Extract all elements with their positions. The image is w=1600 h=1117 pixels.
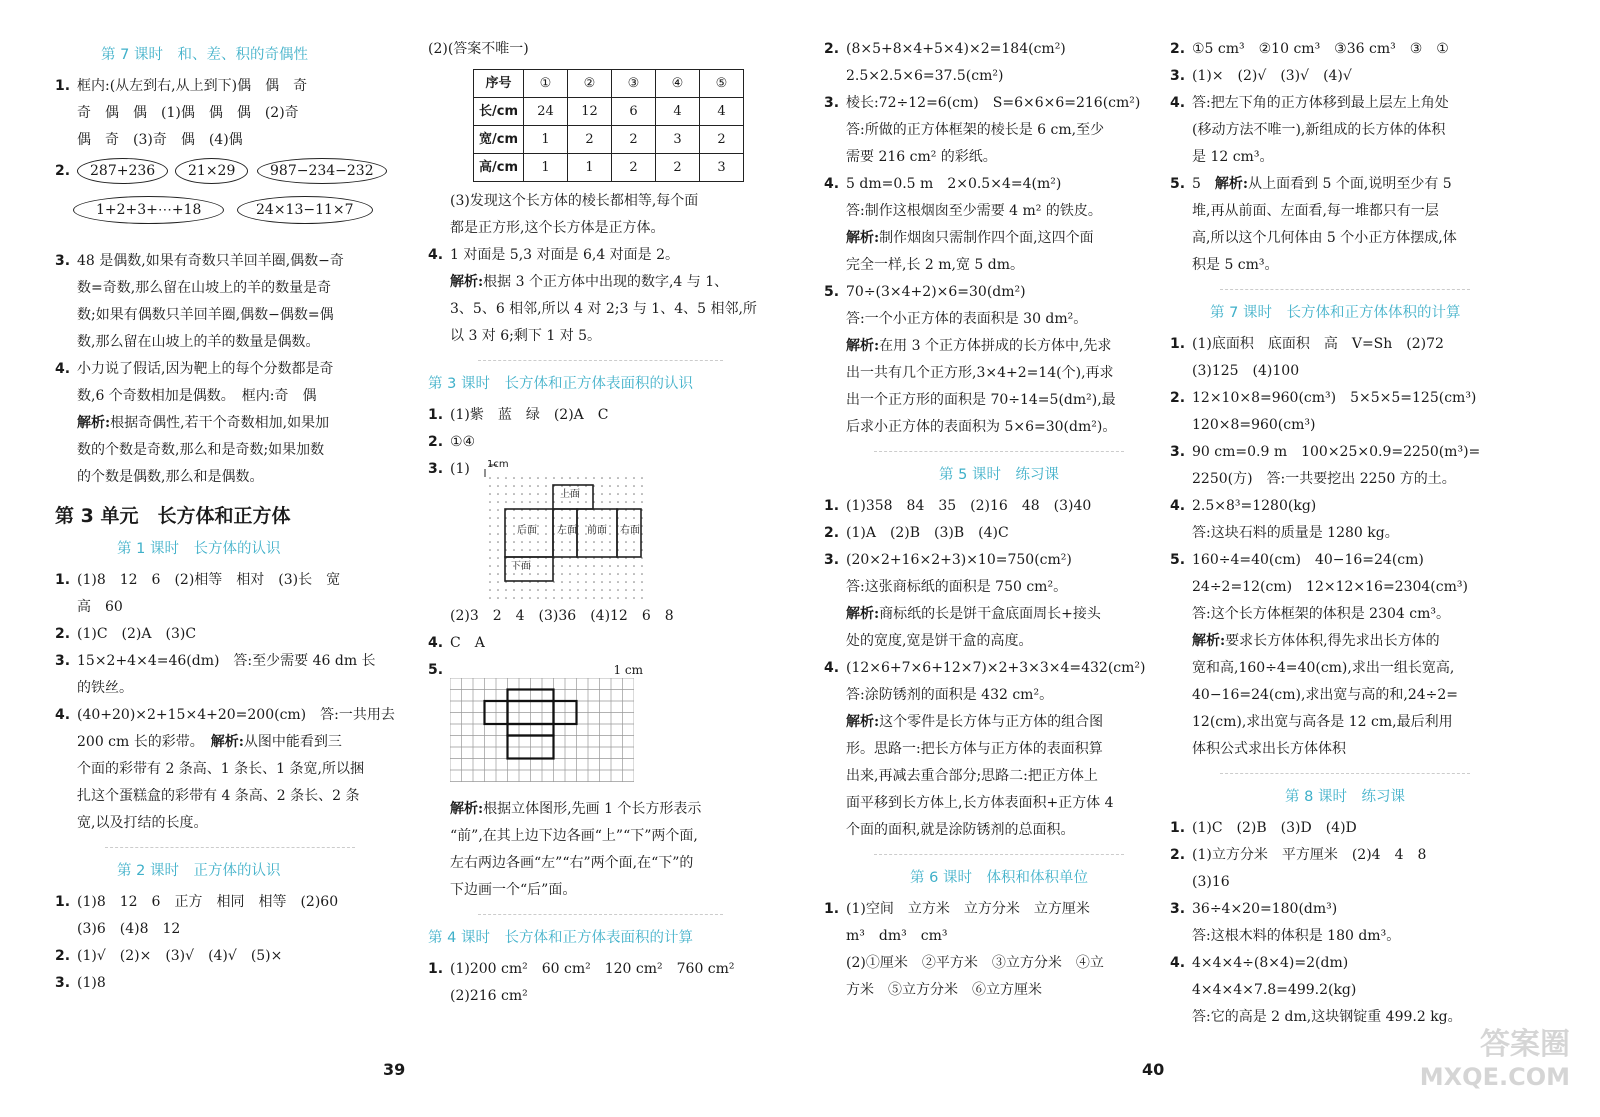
table-header-row (474, 70, 744, 98)
analysis-text: 高,所以这个几何体由 5 个小正方体摆成,体 (1192, 230, 1457, 246)
page-number: 39 (383, 1060, 406, 1079)
answer-line: 5 dm=0.5 m 2×0.5×4=4(m²) (846, 176, 1062, 192)
lesson-title: 第 1 课时 长方体的认识 (117, 541, 281, 557)
question-number: 3. (824, 95, 840, 111)
answer-line: (8×5+8×4+5×4)×2=184(cm²) (846, 41, 1066, 57)
table-cell: 1 (524, 154, 568, 182)
answer-line: 答:这个长方体框架的体积是 2304 cm³。 (1192, 606, 1450, 622)
question-number: 2. (1170, 847, 1186, 863)
analysis-text: 从图中能看到三 (243, 734, 342, 750)
table-cell: 24 (524, 98, 568, 126)
analysis-label: 解析: (1192, 633, 1226, 649)
question-number: 4. (1170, 95, 1186, 111)
answer-line: (12×6+7×6+12×7)×2+3×3×4=432(cm²) (846, 660, 1146, 676)
answer-line: 12×10×8=960(cm³) 5×5×5=125(cm³) (1192, 390, 1477, 406)
divider (478, 914, 723, 915)
question-number: 3. (55, 253, 71, 269)
table-cell: 长/cm (474, 98, 524, 126)
question-number: 1. (824, 901, 840, 917)
net-face-label: 上面 (560, 489, 580, 500)
question-number: 2. (824, 41, 840, 57)
answer-line: (3)发现这个长方体的棱长都相等,每个面 (450, 193, 699, 209)
divider (874, 451, 1124, 452)
analysis-text: 40−16=24(cm),求出宽与高的和,24÷2= (1192, 687, 1459, 703)
question-number: 4. (55, 361, 71, 377)
lesson-title: 第 5 课时 练习课 (939, 467, 1059, 483)
question-number: 1. (1170, 336, 1186, 352)
question-number: 2. (1170, 390, 1186, 406)
lesson-title: 第 7 课时 长方体和正方体体积的计算 (1210, 305, 1461, 321)
divider (478, 360, 723, 361)
table-row (474, 126, 744, 154)
table-header-cell: ① (524, 70, 568, 98)
column-2 (428, 36, 773, 1010)
question-number: 5. (824, 284, 840, 300)
cuboid-net-figure (473, 461, 653, 601)
oval-expression: 1+2+3+⋯+18 (73, 196, 224, 224)
table-cell: 6 (612, 98, 656, 126)
analysis-line (824, 601, 1174, 628)
question-number: 3. (55, 653, 71, 669)
analysis-text: 宽,以及打结的长度。 (77, 815, 208, 831)
watermark-url: MXQE.COM (1419, 1063, 1570, 1091)
analysis-text: 完全一样,长 2 m,宽 5 dm。 (846, 257, 1025, 273)
divider (874, 854, 1124, 855)
analysis-text: 制作烟囱只需制作四个面,这四个面 (879, 230, 1094, 246)
analysis-text: 的个数是偶数,那么和是偶数。 (77, 469, 264, 485)
question-number: 5. (428, 662, 444, 678)
dimensions-table (473, 69, 744, 182)
analysis-text: 形。思路一:把长方体与正方体的表面积算 (846, 741, 1103, 757)
answer-line: 框内:(从左到右,从上到下)偶 偶 奇 (77, 78, 308, 94)
oval-expression: 21×29 (175, 158, 248, 184)
answer-line: 4×4×4×7.8=499.2(kg) (1192, 982, 1357, 998)
answer-line: (1)空间 立方米 立方分米 立方厘米 (846, 901, 1090, 917)
analysis-text: 商标纸的长是饼干盒底面周长+接头 (879, 606, 1101, 622)
lesson-title: 第 6 课时 体积和体积单位 (910, 870, 1088, 886)
analysis-label: 解析: (1214, 176, 1249, 192)
analysis-text: 根据奇偶性,若干个奇数相加,如果加 (110, 415, 330, 431)
analysis-text: 个面的面积,就是涂防锈剂的总面积。 (846, 822, 1075, 838)
answer-line: 1 对面是 5,3 对面是 6,4 对面是 2。 (450, 247, 680, 263)
answer-line: (1)C (2)B (3)D (4)D (1192, 820, 1357, 836)
answer-line: (1)8 12 6 (2)相等 相对 (3)长 宽 (77, 572, 341, 588)
analysis-label: 解析: (450, 801, 484, 817)
answer-line (1192, 171, 1520, 198)
answer-line: (1)√ (2)× (3)√ (4)√ (5)× (77, 948, 283, 964)
analysis-text: 下边画一个“后”面。 (450, 882, 577, 898)
question-number: 3. (1170, 901, 1186, 917)
analysis-text: 后求小正方体的表面积为 5×6=30(dm²)。 (846, 419, 1117, 435)
answer-line: (1)紫 蓝 绿 (2)A C (450, 407, 609, 423)
net-face-label: 右面 (620, 525, 640, 536)
page-40 (800, 0, 1600, 1117)
answer-line: (1)立方分米 平方厘米 (2)4 4 8 (1192, 847, 1427, 863)
analysis-label: 解析: (846, 338, 880, 354)
analysis-text: 以 3 对 6;剩下 1 对 5。 (450, 328, 602, 344)
answer-line: (1)200 cm² 60 cm² 120 cm² 760 cm² (450, 961, 735, 977)
answer-line: (1)C (2)A (3)C (77, 626, 197, 642)
analysis-label: 解析: (846, 606, 880, 622)
answer-line: (20×2+16×2+3)×10=750(cm²) (846, 552, 1072, 568)
answer-line: 数=奇数,那么留在山坡上的羊的数量是奇 (77, 280, 332, 296)
question-number: 2. (55, 163, 71, 179)
oval-expression: 287+236 (77, 158, 168, 184)
table-row (474, 154, 744, 182)
watermark (1400, 1019, 1570, 1109)
analysis-line (824, 709, 1174, 736)
question-number: 4. (428, 247, 444, 263)
answer-line: 偶 奇 (3)奇 偶 (4)偶 (77, 132, 243, 148)
grid-figure (450, 678, 773, 792)
answer-line: 的铁丝。 (77, 680, 133, 696)
question-number: 1. (55, 894, 71, 910)
answer-line: 90 cm=0.9 m 100×25×0.9=2250(m³)= (1192, 444, 1481, 460)
answer-line: (1)A (2)B (3)B (4)C (846, 525, 1009, 541)
analysis-text: 出一共有几个正方形,3×4+2=14(个),再求 (846, 365, 1114, 381)
answer-line: C A (450, 635, 485, 651)
analysis-text: 宽和高,160÷4=40(cm),求出一组长宽高, (1192, 660, 1455, 676)
answer-line: 答:这块石料的质量是 1280 kg。 (1192, 525, 1399, 541)
answer-line: 答:涂防锈剂的面积是 432 cm²。 (846, 687, 1054, 703)
answer-line: m³ dm³ cm³ (846, 928, 948, 944)
analysis-text: 12(cm),求出宽与高各是 12 cm,最后利用 (1192, 714, 1453, 730)
analysis-text: 从上面看到 5 个面,说明至少有 5 (1248, 176, 1452, 192)
answer-text: 5 (1192, 176, 1215, 192)
answer-line: 答:一个小正方体的表面积是 30 dm²。 (846, 311, 1088, 327)
question-number: 2. (428, 434, 444, 450)
analysis-text: 扎这个蛋糕盒的彩带有 4 条高、2 条长、2 条 (77, 788, 360, 804)
question-number: 3. (824, 552, 840, 568)
question-number: 2. (824, 525, 840, 541)
analysis-text: 处的宽度,宽是饼干盒的高度。 (846, 633, 1033, 649)
analysis-line (824, 225, 1174, 252)
table-cell: 4 (656, 98, 700, 126)
table-cell: 高/cm (474, 154, 524, 182)
analysis-text: 出一个正方形的面积是 70÷14=5(dm²),最 (846, 392, 1116, 408)
analysis-text: 根据立体图形,先画 1 个长方形表示 (483, 801, 702, 817)
answer-line: 15×2+4×4=46(dm) 答:至少需要 46 dm 长 (77, 653, 376, 669)
answer-line: (2)(答案不唯一) (428, 41, 529, 57)
question-number: 3. (428, 461, 444, 477)
answer-line: (1)× (2)√ (3)√ (4)√ (1192, 68, 1352, 84)
table-header-cell: 序号 (474, 70, 524, 98)
analysis-line (428, 269, 773, 296)
net-face-label: 下面 (511, 561, 531, 572)
table-cell: 2 (656, 154, 700, 182)
answer-line: 答:所做的正方体框架的棱长是 6 cm,至少 (846, 122, 1105, 138)
table-row (474, 98, 744, 126)
analysis-text: 个面的彩带有 2 条高、1 条长、1 条宽,所以捆 (77, 761, 364, 777)
answer-line: (2)216 cm² (450, 988, 528, 1004)
answer-line: (1)8 12 6 正方 相同 相等 (2)60 (77, 894, 339, 910)
analysis-label: 解析: (450, 274, 484, 290)
answer-line: 4×4×4÷(8×4)=2(dm) (1192, 955, 1349, 971)
table-cell: 3 (656, 126, 700, 154)
answer-line: 48 是偶数,如果有奇数只羊回羊圈,偶数−奇 (77, 253, 344, 269)
analysis-text: 3、5、6 相邻,所以 4 对 2;3 与 1、4、5 相邻,所 (450, 301, 757, 317)
table-cell: 2 (612, 154, 656, 182)
question-number: 5. (1170, 176, 1186, 192)
question-number: 2. (1170, 41, 1186, 57)
answer-line: 是 12 cm³。 (1192, 149, 1274, 165)
table-header-cell: ③ (612, 70, 656, 98)
net-unit-label: 1cm (487, 459, 509, 470)
analysis-text: 要求长方体体积,得先求出长方体的 (1225, 633, 1440, 649)
question-number: 1. (55, 572, 71, 588)
answer-line: (2)①厘米 ②平方米 ③立方分米 ④立 (846, 955, 1104, 971)
answer-line: 答:这张商标纸的面积是 750 cm²。 (846, 579, 1068, 595)
question-number: 1. (428, 961, 444, 977)
answer-line: 答:把左下角的正方体移到最上层左上角处 (1192, 95, 1449, 111)
table-cell: 12 (568, 98, 612, 126)
question-number: 5. (1170, 552, 1186, 568)
question-number: 3. (1170, 444, 1186, 460)
lesson-title: 第 2 课时 正方体的认识 (117, 863, 281, 879)
analysis-line (55, 410, 405, 437)
question-number: 4. (824, 660, 840, 676)
table-header-cell: ④ (656, 70, 700, 98)
lesson-title: 第 7 课时 和、差、积的奇偶性 (101, 47, 308, 63)
answer-line: (1)358 84 35 (2)16 48 (3)40 (846, 498, 1092, 514)
table-cell: 2 (612, 126, 656, 154)
analysis-text: 面平移到长方体上,长方体表面积+正方体 4 (846, 795, 1114, 811)
column-4 (1170, 36, 1520, 1031)
table-cell: 4 (700, 98, 744, 126)
lesson-title: 第 8 课时 练习课 (1285, 789, 1405, 805)
question-number: 1. (824, 498, 840, 514)
question-number: 4. (428, 635, 444, 651)
analysis-text: 根据 3 个正方体中出现的数字,4 与 1、 (483, 274, 729, 290)
unit-title: 第 3 单元 长方体和正方体 (55, 505, 291, 527)
question-number: 4. (1170, 498, 1186, 514)
question-number: 1. (428, 407, 444, 423)
analysis-text: 数的个数是奇数,那么和是奇数;如果加数 (77, 442, 325, 458)
answer-line: (3)6 (4)8 12 (77, 921, 181, 937)
answer-line: 都是正方形,这个长方体是正方体。 (450, 220, 665, 236)
column-3 (824, 36, 1174, 1004)
answer-line: 数,那么留在山坡上的羊的数量是偶数。 (77, 334, 320, 350)
question-number: 4. (55, 707, 71, 723)
table-header-cell: ② (568, 70, 612, 98)
answer-line: (1)底面积 底面积 高 V=Sh (2)72 (1192, 336, 1444, 352)
analysis-line (1170, 628, 1520, 655)
lesson-title: 第 4 课时 长方体和正方体表面积的计算 (428, 930, 693, 946)
grid-unit-label: 1 cm (613, 663, 643, 677)
divider (1220, 773, 1470, 774)
question-number: 3. (1170, 68, 1186, 84)
question-number: 4. (1170, 955, 1186, 971)
analysis-text: 出来,再减去重合部分;思路二:把正方体上 (846, 768, 1098, 784)
net-face-label: 前面 (587, 525, 607, 536)
lesson-title: 第 3 课时 长方体和正方体表面积的认识 (428, 376, 693, 392)
answer-line: (1)8 (77, 975, 106, 991)
table-cell: 3 (700, 154, 744, 182)
analysis-text: 体积公式求出长方体体积 (1192, 741, 1346, 757)
answer-line: 2.5×2.5×6=37.5(cm²) (846, 68, 1004, 84)
table-cell: 1 (524, 126, 568, 154)
question-number: 2. (55, 948, 71, 964)
answer-text: 200 cm 长的彩带。 (77, 734, 211, 750)
answer-line: 36÷4×20=180(dm³) (1192, 901, 1338, 917)
analysis-text: “前”,在其上边下边各画“上”“下”两个面, (450, 828, 698, 844)
table-cell: 1 (568, 154, 612, 182)
answer-line: 2250(方) 答:一共要挖出 2250 方的土。 (1192, 471, 1456, 487)
answer-line: 160÷4=40(cm) 40−16=24(cm) (1192, 552, 1424, 568)
answer-line: 方米 ⑤立方分米 ⑥立方厘米 (846, 982, 1042, 998)
answer-line: 答:制作这根烟囱至少需要 4 m² 的铁皮。 (846, 203, 1102, 219)
analysis-text: 堆,再从前面、左面看,每一堆都只有一层 (1192, 203, 1439, 219)
analysis-label: 解析: (77, 415, 111, 431)
table-cell: 宽/cm (474, 126, 524, 154)
answer-line: 高 60 (77, 599, 123, 615)
analysis-label: 解析: (846, 230, 880, 246)
column-1 (55, 36, 405, 997)
analysis-text: 在用 3 个正方体拼成的长方体中,先求 (879, 338, 1112, 354)
page-number: 40 (1142, 1060, 1165, 1079)
analysis-line (824, 333, 1174, 360)
oval-expression: 24×13−11×7 (237, 196, 373, 224)
answer-line: 数;如果有偶数只羊回羊圈,偶数−偶数=偶 (77, 307, 334, 323)
answer-line: 120×8=960(cm³) (1192, 417, 1316, 433)
grid-svg (450, 678, 634, 782)
answer-line: (40+20)×2+15×4+20=200(cm) 答:一共用去 (77, 707, 395, 723)
answer-line: 小力说了假话,因为靶上的每个分数都是奇 (77, 361, 334, 377)
question-number: 1. (55, 78, 71, 94)
table-cell: 2 (700, 126, 744, 154)
watermark-title: 答案圈 (1480, 1027, 1570, 1062)
analysis-text: 积是 5 cm³。 (1192, 257, 1279, 273)
answer-line: 2.5×8³=1280(kg) (1192, 498, 1317, 514)
answer-line: ①5 cm³ ②10 cm³ ③36 cm³ ③ ① (1192, 41, 1449, 57)
table-cell: 2 (568, 126, 612, 154)
divider (1220, 289, 1470, 290)
answer-line: ①④ (450, 434, 476, 450)
answer-line: (3)125 (4)100 (1192, 363, 1300, 379)
analysis-text: 这个零件是长方体与正方体的组合图 (879, 714, 1104, 730)
oval-expressions (77, 158, 405, 246)
analysis-label: 解析: (210, 734, 244, 750)
divider (105, 847, 355, 848)
analysis-text: 左右两边各画“左”“右”两个面,在“下”的 (450, 855, 694, 871)
analysis-line (428, 796, 773, 823)
question-number: 2. (55, 626, 71, 642)
net-face-label: 后面 (517, 525, 537, 536)
question-number: 3. (55, 975, 71, 991)
question-number: 1. (1170, 820, 1186, 836)
answer-line: 奇 偶 偶 (1)偶 偶 偶 (2)奇 (77, 105, 299, 121)
answer-line: (1) (450, 461, 470, 477)
question-number: 4. (824, 176, 840, 192)
answer-line: 棱长:72÷12=6(cm) S=6×6×6=216(cm²) (846, 95, 1141, 111)
answer-line: (移动方法不唯一),新组成的长方体的体积 (1192, 122, 1446, 138)
analysis-label: 解析: (846, 714, 880, 730)
answer-line: 需要 216 cm² 的彩纸。 (846, 149, 997, 165)
answer-line: 答:它的高是 2 dm,这块钢锭重 499.2 kg。 (1192, 1009, 1462, 1025)
answer-line: 24÷2=12(cm) 12×12×16=2304(cm³) (1192, 579, 1468, 595)
answer-line: (2)3 2 4 (3)36 (4)12 6 8 (450, 608, 674, 624)
answer-line: (3)16 (1192, 874, 1230, 890)
answer-line: 数,6 个奇数相加是偶数。 框内:奇 偶 (77, 388, 317, 404)
answer-line (55, 729, 405, 756)
table-header-cell: ⑤ (700, 70, 744, 98)
net-face-label: 左面 (557, 525, 577, 536)
answer-line: 答:这根木料的体积是 180 dm³。 (1192, 928, 1401, 944)
answer-line: 70÷(3×4+2)×6=30(dm²) (846, 284, 1026, 300)
oval-expression: 987−234−232 (257, 158, 387, 184)
